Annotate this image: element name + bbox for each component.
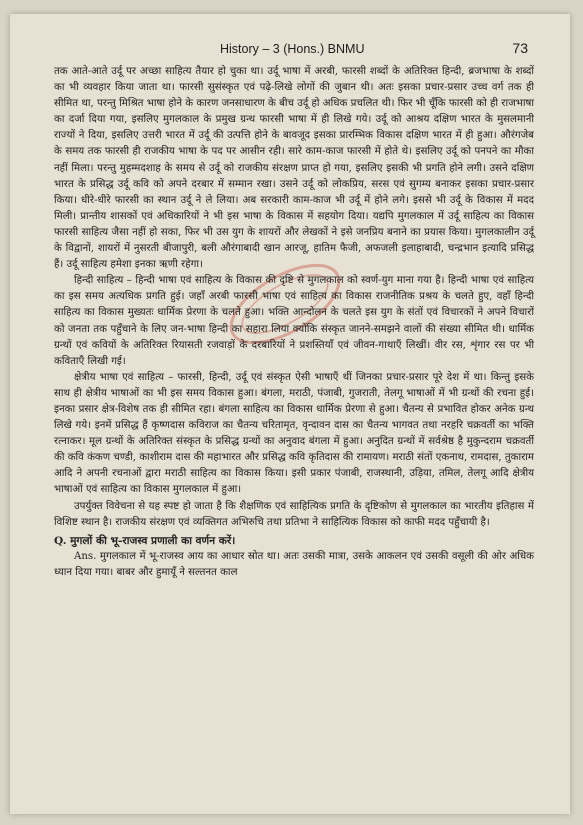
paragraph-conclusion: उपर्युक्त विवेचना से यह स्पष्ट हो जाता है कि शैक्षणिक एवं साहित्यिक प्रगति के दृष्टिकोण से मुगलकाल का भारतीय इतिहास में विशिष्ट स्थान है। राजकीय संरक्षण एवं व्यक्तिगत अभिरुचि तथा प्रतिभा ने साहित्यिक विकास को काफी मदद पहुँचायी है। xyxy=(54,500,534,528)
page-header xyxy=(10,42,570,62)
question-heading: Q. मुगलों की भू-राजस्व प्रणाली का वर्णन करें। xyxy=(54,534,236,547)
running-title: History – 3 (Hons.) BNMU xyxy=(220,42,365,56)
answer-text: Ans. मुगलकाल में भू-राजस्व आय का आधार स्रोत था। अतः उसकी मात्रा, उसके आकलन एवं उसकी वसूली की ओर अधिक ध्यान दिया गया। बाबर और हुमायूँ ने सल्तनत काल xyxy=(54,550,534,578)
page-body xyxy=(54,64,534,581)
paragraph-urdu: तक आते-आते उर्दू पर अच्छा साहित्य तैयार हो चुका था। उर्दू भाषा में अरबी, फारसी शब्दों के अतिरिक्त हिन्दी, ब्रजभाषा के शब्दों का भी व्यवहार किया जाता था। फारसी सुसंस्कृत एवं पढ़े-लिखे लोगों की जुबान थी। अतः इसका प्रचार-प्रसार उच्च वर्ग तक ही सीमित था, परन्तु मिश्रित भाषा होने के कारण जनसाधारण के बीच उर्दू हो अधिक प्रचलित थी। फिर भी चूँकि फारसी को ही राजभाषा का दर्जा दिया गया, इसलिए मुगलकाल के प्रमुख ग्रन्थ फारसी भाषा में ही लिखे गये। उर्दू को आश्रय दक्षिण भारत के मुसलमानी राज्यों ने दिया, इसलिए उत्तरी भारत में उर्दू की उत्पत्ति होने के बावजूद इसका प्रारम्भिक विकास दक्षिण भारत में ही हुआ। औरंगजेब के समय तक फारसी ही राजकीय भाषा के पद पर आसीन रही। सारे काम-काज फारसी में होते थे। इसलिए उर्दू को पनपने का मौका नहीं मिला। परन्तु मुहम्मदशाह के समय से उर्दू को राजकीय संरक्षण प्राप्त हो गया, इसलिए इसकी भी प्रगति होने लगी। उसने दक्षिण भारत के प्रसिद्ध उर्दू कवि को अपने दरबार में सम्मान रखा। उसने उर्दू को लोकप्रिय, सरस एवं सुगम्य बनाकर इसका प्रचार-प्रसार किया। धीरे-धीरे फारसी का स्थान उर्दू ने ले लिया। अब सरकारी काम-काज भी उर्दू में होने लगे। इससे भी उर्दू के विकास में मदद मिली। प्रान्तीय शासकों एवं अधिकारियों ने भी इस भाषा के विकास में सहयोग दिया। यद्यपि मुगलकाल में उर्दू साहित्य का विकास फारसी साहित्य जैसा नहीं हो सका, फिर भी उस युग के शायरों और लेखकों ने इसे जनप्रिय बनाने का प्रयास किया। मुगलकालीन उर्दू के विद्वानों, शायरों में नुसरती बीजापुरी, बली औरंगाबादी खान आरजू, हातिम फैजी, अफजली इलाहाबादी, चन्द्रभान इत्यादि प्रसिद्ध हैं। उर्दू साहित्य हमेशा इनका ऋणी रहेगा। xyxy=(54,66,534,271)
paragraph-hindi: हिन्दी साहित्य – हिन्दी भाषा एवं साहित्य के विकास की दृष्टि से मुगलकाल को स्वर्ण-युग माना गया है। हिन्दी भाषा एवं साहित्य का इस समय अत्यधिक प्रगति हुई। जहाँ अरबी फारसी भाषा एवं साहित्य का विकास राजनीतिक प्रश्रय के चलते हुए, वहाँ हिन्दी साहित्य का विकास मुख्यतः धार्मिक प्रेरणा के चलते हुआ। भक्ति आन्दोलन के चलते इस युग के संतों एवं विचारकों ने अपने विचारों को जनता तक पहुँचाने के लिए जन-भाषा हिन्दी का सहारा लिया क्योंकि संस्कृत जानने-समझने वालों की संख्या सीमित थी। धार्मिक ग्रन्थों एवं कवियों के अतिरिक्त रियासती रजवाड़ों के दरबारियों ने प्रशस्तियाँ एवं जीवन-गाथाएँ लिखीं। वीर रस, शृंगार रस पर भी कविताएँ लिखी गई। xyxy=(54,275,534,367)
page-number: 73 xyxy=(512,40,528,56)
book-page xyxy=(10,14,570,814)
paragraph-regional: क्षेत्रीय भाषा एवं साहित्य – फारसी, हिन्दी, उर्दू एवं संस्कृत ऐसी भाषाएँ थीं जिनका प्रचार-प्रसार पूरे देश में था। किन्तु इसके साथ ही क्षेत्रीय भाषाओं का भी इस समय विकास हुआ। बंगला, मराठी, पंजाबी, गुजराती, तेलगू भाषाओं में भी ग्रन्थों की रचना हुई। इनका प्रसार क्षेत्र-विशेष तक ही सीमित रहा। बंगला साहित्य का विकास धार्मिक प्रेरणा से हुआ। चैतन्य से प्रभावित होकर अनेक ग्रन्थ लिखे गये। इनमें प्रसिद्ध हैं कृष्णदास कविराज का चैतन्य चरितामृत, वृन्दावन दास का चैतन्य भागवत तथा नरहरि चक्रवर्ती का भक्ति रत्नाकर। मूल ग्रन्थों के अतिरिक्त संस्कृत के प्रसिद्ध ग्रन्थों का अनुवाद बंगला में हुआ। अनुदित ग्रन्थों में सर्वश्रेष्ठ है मुकुन्दराम चक्रवर्ती की कवि कंकण चण्डी, काशीराम दास की महाभारत और प्रसिद्ध कवि कृतिदास की रामायण। मराठी संतों एकनाथ, रामदास, तुकाराम आदि ने अपनी रचनाओं द्वारा मराठी साहित्य का विकास किया। इसी प्रकार पंजाबी, राजस्थानी, उड़िया, तमिल, तेलगू आदि क्षेत्रीय भाषाओं एवं साहित्य का विकास मुगलकाल में हुआ। xyxy=(54,371,534,496)
